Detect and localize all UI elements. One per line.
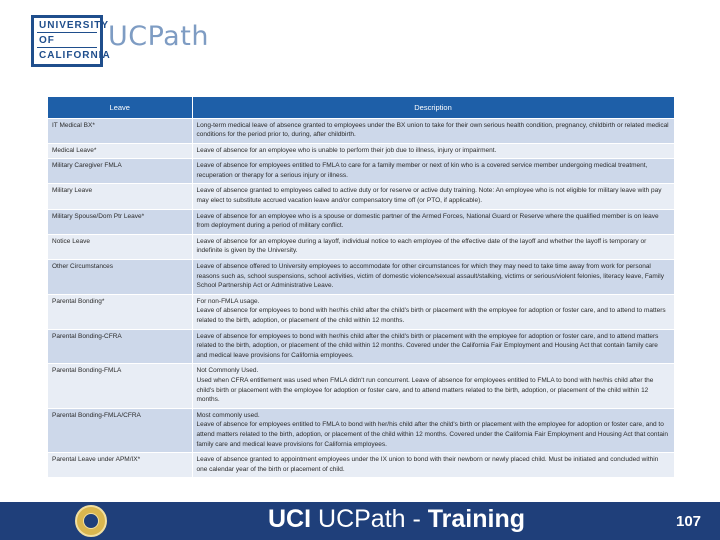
slide-header xyxy=(0,0,720,86)
logo-word-california: CALIFORNIA xyxy=(39,50,111,61)
description-text: Long-term medical leave of absence granted to employees under the BX union to take for their own serious health condition, pregnancy, childbirth or related medical conditions for the period prior to, during, after childbirth. xyxy=(196,121,669,139)
leave-type-cell: IT Medical BX* xyxy=(48,118,192,143)
logo-divider xyxy=(37,32,97,33)
table-row xyxy=(48,159,674,184)
leave-type-cell: Notice Leave xyxy=(48,234,192,259)
table-body xyxy=(48,118,674,477)
description-text: Leave of absence for employees entitled to FMLA to bond with her/his child after the child's birth or placement with the employee for adoption or foster care, and to attend matters related to the birth, adoption, or placement of the child within 12 months. Covered under the California Fair Employment and Housing Act that contain family care and medical leave provisions for California employees. xyxy=(196,421,669,448)
table-row xyxy=(48,118,674,143)
ucpath-brand-title: UCPath xyxy=(108,21,209,52)
description-text: Leave of absence for employees to bond with her/his child after the child's birth or placement with the employee for adoption or foster care, and to attend matters related to the birth, adoption, or placement of the child within 12 months. Covered under the California Fair Employment and Housing Act that contain family care and medical leave provisions for California employees. xyxy=(196,332,659,359)
leave-type-cell: Parental Bonding-CFRA xyxy=(48,329,192,364)
description-text: Leave of absence for employees entitled to FMLA to care for a family member or next of kin who is a covered service member undergoing medical treatment, recuperation or therapy for a serious injury or illness. xyxy=(196,162,648,179)
leave-type-cell: Medical Leave* xyxy=(48,143,192,159)
table-row xyxy=(48,329,674,364)
leave-type-cell: Parental Bonding-FMLA xyxy=(48,364,192,408)
footer-title-ucpath: UCPath - xyxy=(311,505,428,533)
leave-description-cell xyxy=(192,364,674,408)
slide-footer xyxy=(0,502,720,540)
leave-description-cell xyxy=(192,184,674,209)
logo-word-university: UNIVERSITY xyxy=(39,20,110,31)
leave-type-cell: Military Spouse/Dom Ptr Leave* xyxy=(48,209,192,234)
leave-type-cell: Parental Bonding-FMLA/CFRA xyxy=(48,408,192,452)
description-text: Leave of absence for an employee during a layoff, individual notice to each employee of the effective date of the layoff and whether the layoff is temporary or indefinite is given by the University. xyxy=(196,237,647,255)
description-text: Used when CFRA entitlement was used when FMLA didn't run concurrent. Leave of absence for employees entitled to FMLA to bond with her/his child after the child's birth or placement with the employee for adoption or foster care, and to attend matters related to the birth, adoption, or placement of the child within 12 months. xyxy=(196,376,654,404)
leave-description-cell xyxy=(192,329,674,364)
table-row xyxy=(48,260,674,295)
description-text: Leave of absence granted to employees called to active duty or for reserve or active duty training. Note: An employee who is not eligible for military leave with pay may elect to substitute accrued vacation leave and/or compensatory time off (or PTO, if applicable). xyxy=(196,187,662,205)
footer-title-uci: UCI xyxy=(268,505,312,533)
description-text: Leave of absence granted to appointment employees under the IX union to bond with their newborn or newly placed child. Must be initiated and concluded within one calendar year of the birth or placement of child. xyxy=(196,456,659,473)
table-row xyxy=(48,184,674,209)
description-text: For non-FMLA usage. xyxy=(196,297,260,305)
footer-title-training: Training xyxy=(427,505,525,533)
leave-description-cell xyxy=(192,294,674,329)
table-row xyxy=(48,453,674,478)
logo-word-of: OF xyxy=(39,35,55,46)
leave-type-cell: Military Leave xyxy=(48,184,192,209)
table-row xyxy=(48,234,674,259)
university-of-california-logo xyxy=(31,15,111,67)
leave-type-cell: Other Circumstances xyxy=(48,260,192,295)
leave-description-cell xyxy=(192,234,674,259)
seal-center xyxy=(83,513,99,529)
leave-description-cell xyxy=(192,118,674,143)
column-header-description: Description xyxy=(192,97,674,118)
leave-description-cell xyxy=(192,260,674,295)
leave-description-cell xyxy=(192,408,674,452)
description-text: Leave of absence for an employee who is a spouse or domestic partner of the Armed Forces, National Guard or Reserve where the qualified member is on leave from deployment during a period of military conflict. xyxy=(196,212,659,230)
description-text: Most commonly used. xyxy=(196,411,260,419)
leave-description-cell xyxy=(192,159,674,184)
column-header-leave: Leave xyxy=(48,97,192,118)
leave-type-cell: Parental Bonding* xyxy=(48,294,192,329)
leave-description-cell xyxy=(192,143,674,159)
table-row xyxy=(48,143,674,159)
page-number: 107 xyxy=(676,513,702,530)
leave-description-cell xyxy=(192,453,674,478)
description-text: Leave of absence offered to University employees to accommodate for other circumstances for which they may need to take time away from work for personal reasons such as, school suspensions, school activities, victim of domestic violence/sexual assault/stalking, victims or serious/violent felonies, literacy leave, Family School Partnership Act or Administrative Leave. xyxy=(196,263,664,290)
table-header-row xyxy=(48,97,674,118)
description-text: Not Commonly Used. xyxy=(196,367,259,375)
table-row xyxy=(48,408,674,452)
leave-types-table xyxy=(48,97,674,502)
description-text: Leave of absence for employees to bond with her/his child after the child's birth or placement with the employee for adoption or foster care, and to attend to matters related to the birth, adoption, or placement of the child within 12 months. xyxy=(196,307,666,324)
logo-divider xyxy=(37,47,97,48)
university-seal-icon xyxy=(75,505,107,537)
leave-type-cell: Military Caregiver FMLA xyxy=(48,159,192,184)
footer-title xyxy=(268,505,525,534)
leave-description-cell xyxy=(192,209,674,234)
table-row xyxy=(48,364,674,408)
description-text: Leave of absence for an employee who is unable to perform their job due to illness, injury or impairment. xyxy=(196,146,497,154)
table-row xyxy=(48,209,674,234)
table-row xyxy=(48,294,674,329)
leave-type-cell: Parental Leave under APM/IX* xyxy=(48,453,192,478)
